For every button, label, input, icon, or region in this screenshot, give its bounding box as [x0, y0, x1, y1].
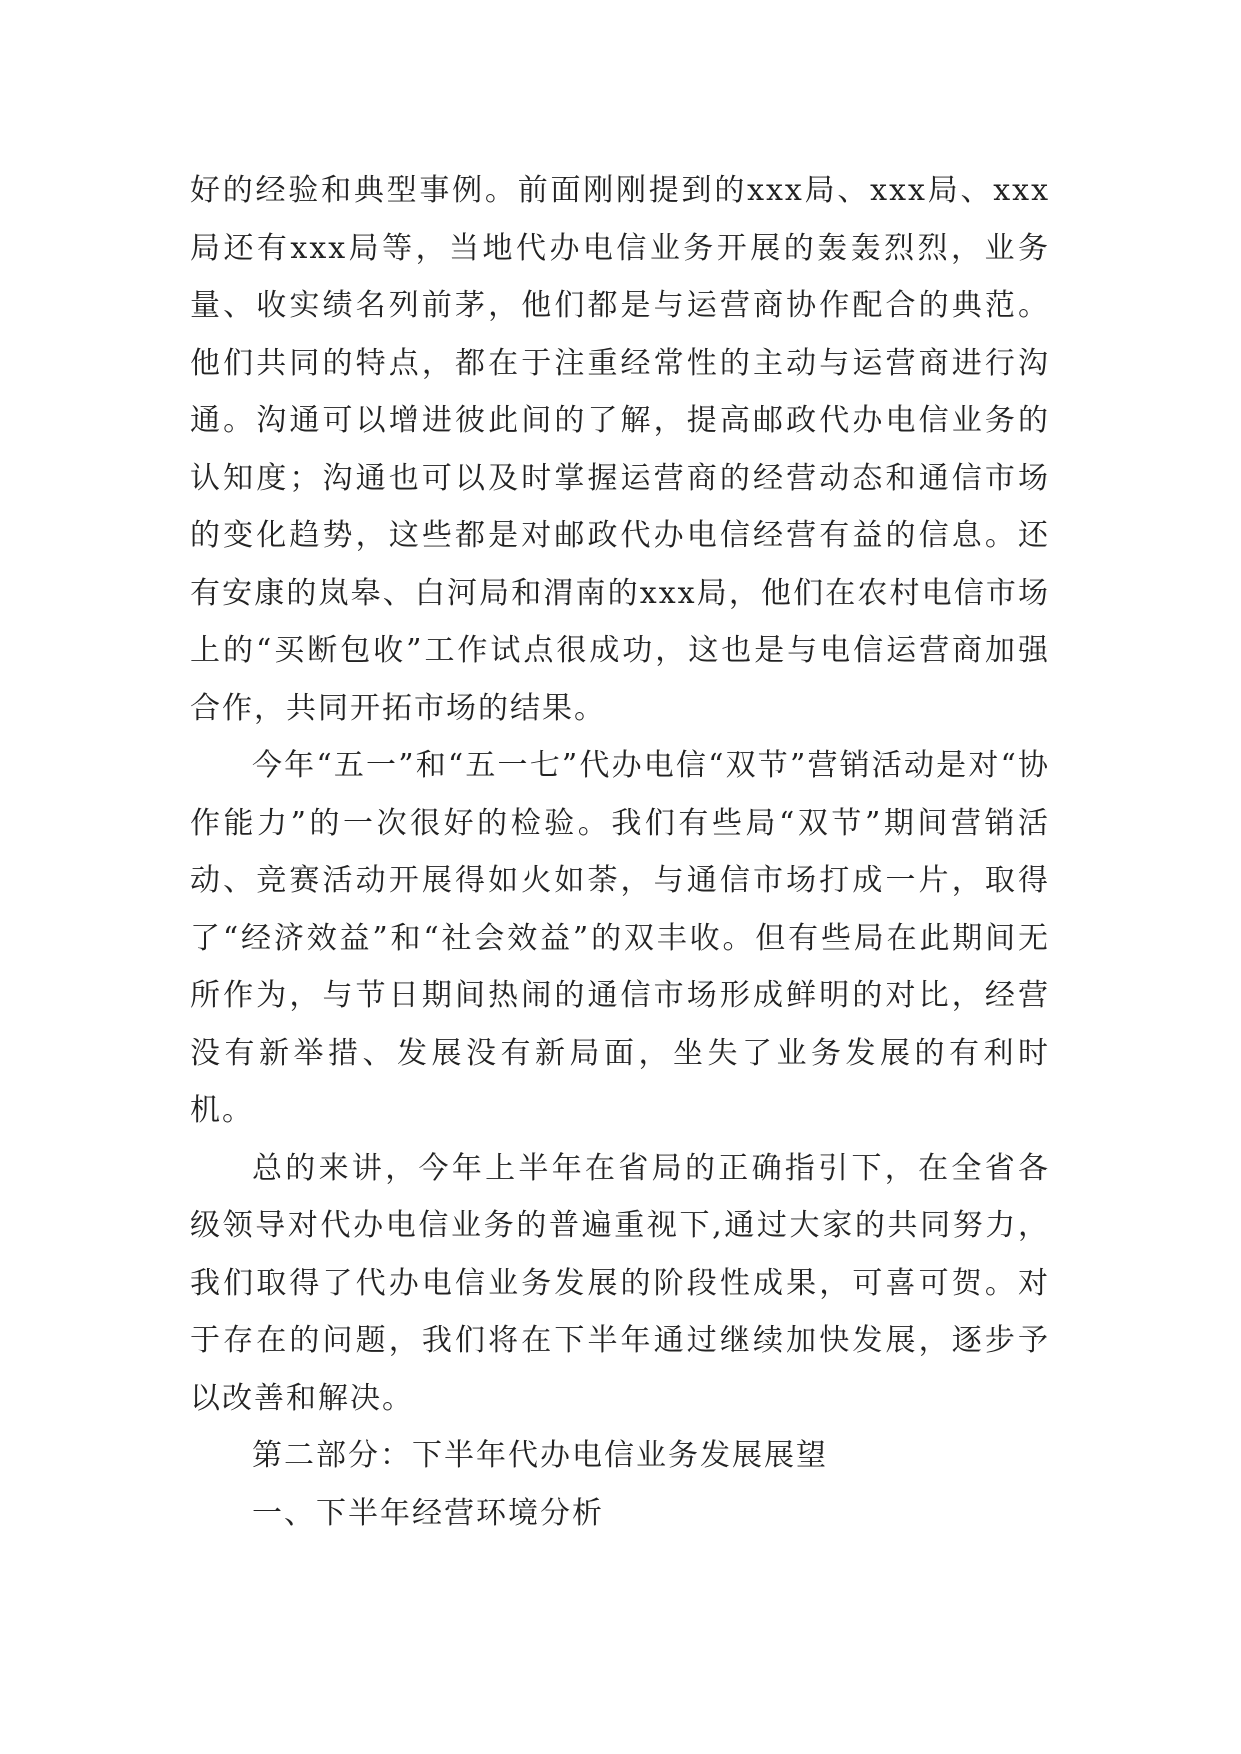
- document-body: [190, 162, 1050, 1542]
- section-heading: 第二部分：下半年代办电信业务发展展望: [252, 1438, 828, 1473]
- subsection-heading: 一、下半年经营环境分析: [252, 1495, 604, 1531]
- paragraph-double-festival: 今年“五一”和“五一七”代办电信“双节”营销活动是对“协作能力”的一次很好的检验。我们有些局“双节”期间营销活动、竞赛活动开展得如火如荼，与通信市场打成一片，取得了“经济效益”和“社会效益”的双丰收。但有些局在此期间无所作为，与节日期间热闹的通信市场形成鲜明的对比，经营没有新举措、发展没有新局面，坐失了业务发展的有利时机。: [190, 748, 1050, 1128]
- paragraph-summary: 总的来讲，今年上半年在省局的正确指引下，在全省各级领导对代办电信业务的普遍重视下,通过大家的共同努力，我们取得了代办电信业务发展的阶段性成果，可喜可贺。对于存在的问题，我们将在下半年通过继续加快发展，逐步予以改善和解决。: [190, 1150, 1050, 1416]
- paragraph-continuation: 好的经验和典型事例。前面刚刚提到的xxx局、xxx局、xxx局还有xxx局等，当地代办电信业务开展的轰轰烈烈，业务量、收实绩名列前茅，他们都是与运营商协作配合的典范。他们共同的特点，都在于注重经常性的主动与运营商进行沟通。沟通可以增进彼此间的了解，提高邮政代办电信业务的认知度；沟通也可以及时掌握运营商的经营动态和通信市场的变化趋势，这些都是对邮政代办电信经营有益的信息。还有安康的岚皋、白河局和渭南的xxx局，他们在农村电信市场上的“买断包收”工作试点很成功，这也是与电信运营商加强合作，共同开拓市场的结果。: [190, 173, 1050, 726]
